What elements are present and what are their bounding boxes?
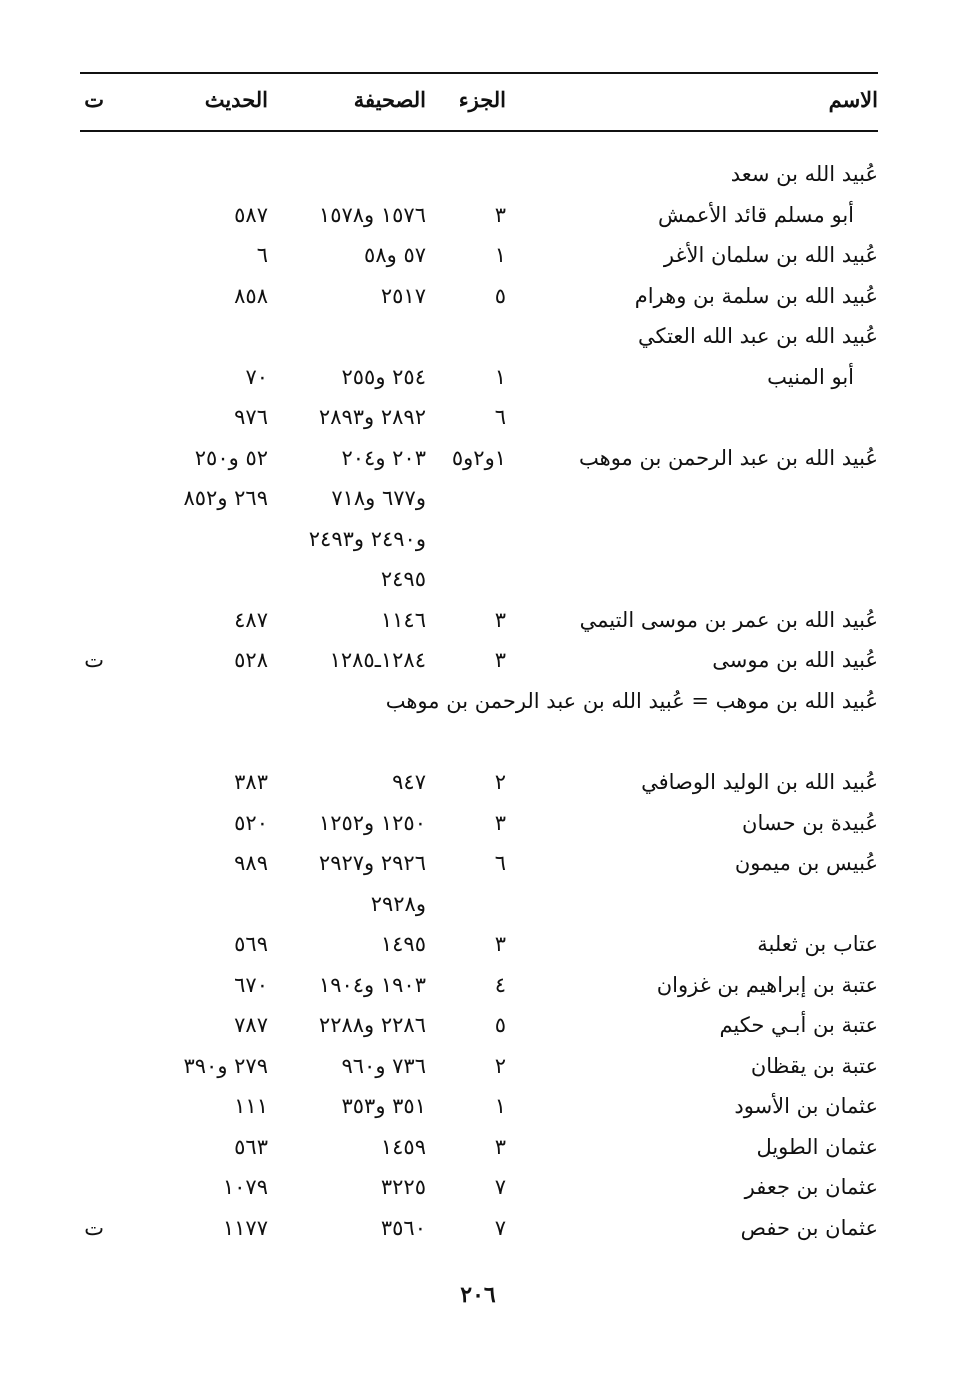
table-row — [0, 1208, 956, 1248]
entry-volume: ١ — [494, 364, 506, 389]
entry-volume: ٦ — [494, 405, 506, 429]
entry-t-mark: ت — [84, 648, 104, 672]
table-row — [0, 884, 956, 924]
entry-page: ١١٤٦ — [380, 607, 426, 632]
entry-name: عُبيد الله بن عبد الله العتكي — [637, 324, 878, 348]
entry-name: أبو المنيب — [767, 364, 854, 389]
entry-name: أبو مسلم قائد الأعمش — [657, 202, 854, 227]
entry-volume: ٧ — [494, 1175, 506, 1199]
table-row — [0, 235, 956, 275]
entry-hadith: ٥٨٧ — [234, 202, 268, 227]
table-row — [0, 154, 956, 194]
entry-page: ٣٥٦٠ — [380, 1215, 426, 1240]
entry-name: عُبيدة بن حسان — [742, 810, 878, 835]
entry-hadith: ٦٧٠ — [234, 972, 268, 997]
entry-page: ٢٢٨٦ و٢٢٨٨ — [318, 1013, 426, 1037]
entry-page: ١٥٧٦ و١٥٧٨ — [318, 202, 426, 227]
table-row — [0, 316, 956, 356]
table-row — [0, 397, 956, 437]
entry-name: عتاب بن ثعلبة — [757, 932, 878, 956]
table-row — [0, 478, 956, 518]
entry-hadith: ٥٢٨ — [234, 648, 268, 672]
header-name: الاسم — [828, 87, 878, 112]
top-rule — [80, 72, 878, 74]
entry-name: عُبيد الله بن عبد الرحمن بن موهب — [579, 445, 878, 470]
entry-page: ٣٢٢٥ — [380, 1175, 426, 1199]
entry-page: ٢٠٣ و٢٠٤ — [341, 445, 426, 470]
entry-volume: ٢ — [494, 1053, 506, 1078]
table-row — [0, 1127, 956, 1167]
table-header — [0, 80, 956, 124]
entry-hadith: ٥٦٣ — [234, 1134, 268, 1159]
entry-name: عثمان بن الأسود — [734, 1094, 878, 1118]
entry-page: ٢٩٢٦ و٢٩٢٧ — [318, 851, 426, 875]
entry-page: ٧٣٦ و٩٦٠ — [341, 1053, 426, 1078]
entry-hadith: ٩٨٩ — [234, 851, 268, 875]
table-row — [0, 519, 956, 559]
entry-hadith: ٢٦٩ و٨٥٢ — [183, 486, 268, 510]
header-hadith: الحديث — [204, 87, 268, 112]
entry-volume: ٥ — [494, 1013, 506, 1037]
table-row — [0, 803, 956, 843]
header-t: ت — [84, 87, 104, 112]
entry-page: ١٤٩٥ — [380, 932, 426, 956]
entry-volume: ٣ — [494, 607, 506, 632]
entry-page: و٦٧٧ و٧١٨ — [331, 486, 426, 510]
entry-hadith: ٦ — [256, 243, 268, 267]
entry-name: عُبيد الله بن سلمة بن وهرام — [634, 283, 878, 308]
entry-hadith: ٣٨٣ — [234, 770, 268, 794]
entry-name: عتبة بن يقظان — [750, 1053, 878, 1078]
table-row — [0, 276, 956, 316]
entry-hadith: ٩٧٦ — [234, 405, 268, 429]
entry-hadith: ٥٢٠ — [234, 810, 268, 835]
entry-volume: ٣ — [494, 1134, 506, 1159]
entry-hadith: ٧٠ — [245, 364, 268, 389]
entry-volume: ٣ — [494, 932, 506, 956]
entry-page: ٢٥١٧ — [380, 283, 426, 308]
entry-name: عُبيد الله بن عمر بن موسى التيمي — [579, 607, 878, 632]
entry-volume: ٣ — [494, 648, 506, 672]
cross-reference-note: عُبيد الله بن موهب = عُبيد الله بن عبد الرحمن بن موهب — [385, 688, 878, 713]
entry-page: و٢٤٩٠ و٢٤٩٣ — [308, 526, 426, 551]
entry-hadith: ١٠٧٩ — [222, 1175, 268, 1199]
entry-volume: ١ — [494, 243, 506, 267]
table-row — [0, 600, 956, 640]
entry-name: عثمان بن حفص — [740, 1215, 878, 1240]
entry-volume: ٤ — [494, 972, 506, 997]
entry-volume: ٥ — [494, 283, 506, 308]
entry-volume: ٣ — [494, 810, 506, 835]
table-row — [0, 195, 956, 235]
entry-volume: ٣ — [494, 202, 506, 227]
entry-name: عُبيد الله بن سعد — [730, 162, 878, 186]
entry-name: عثمان بن جعفر — [744, 1175, 878, 1199]
entry-hadith: ٧٨٧ — [234, 1013, 268, 1037]
entry-volume: ١و٢و٥ — [451, 445, 506, 470]
table-row — [0, 1086, 956, 1126]
entry-hadith: ٢٧٩ و٣٩٠ — [183, 1053, 268, 1078]
entry-name: عُبيد الله بن موسى — [712, 648, 878, 672]
entry-page: ١٤٥٩ — [380, 1134, 426, 1159]
header-page: الصحيفة — [353, 87, 426, 112]
entry-name: عُبيد الله بن سلمان الأغر — [663, 243, 878, 267]
entry-hadith: ٥٢ و٢٥٠ — [194, 445, 268, 470]
entry-volume: ١ — [494, 1094, 506, 1118]
entry-name: عثمان الطويل — [756, 1134, 878, 1159]
table-row — [0, 1005, 956, 1045]
entry-page: ٢٤٩٥ — [380, 567, 426, 591]
table-row — [0, 1046, 956, 1086]
table-row — [0, 965, 956, 1005]
entry-hadith: ١١١ — [234, 1094, 268, 1118]
entry-name: عُبيد الله بن الوليد الوصافي — [641, 770, 878, 794]
entry-page: و٢٩٢٨ — [370, 891, 426, 916]
entry-name: عُبيس بن ميمون — [734, 851, 878, 875]
entry-page: ٢٥٤ و٢٥٥ — [341, 364, 426, 389]
table-row — [0, 559, 956, 599]
entry-hadith: ٨٥٨ — [234, 283, 268, 308]
entry-page: ٣٥١ و٣٥٣ — [341, 1094, 426, 1118]
table-row — [0, 438, 956, 478]
page-number: ٢٠٦ — [460, 1282, 496, 1308]
table-row — [0, 924, 956, 964]
entry-name: عتبة بن أبـي حكيم — [719, 1013, 878, 1037]
entry-hadith: ٥٦٩ — [234, 932, 268, 956]
entry-t-mark: ت — [84, 1215, 104, 1240]
table-row — [0, 640, 956, 680]
entry-page: ١٢٥٠ و١٢٥٢ — [318, 810, 426, 835]
entry-volume: ٢ — [494, 770, 506, 794]
table-row — [0, 1167, 956, 1207]
entry-page: ١٩٠٣ و١٩٠٤ — [318, 972, 426, 997]
table-row — [0, 843, 956, 883]
entry-page: ٩٤٧ — [392, 770, 426, 794]
entry-hadith: ١١٧٧ — [222, 1215, 268, 1240]
entry-volume: ٧ — [494, 1215, 506, 1240]
entry-name: عتبة بن إبراهيم بن غزوان — [656, 972, 878, 997]
entry-page: ٢٨٩٢ و٢٨٩٣ — [318, 405, 426, 429]
table-row — [0, 762, 956, 802]
entry-volume: ٦ — [494, 851, 506, 875]
entry-hadith: ٤٨٧ — [234, 607, 268, 632]
header-volume: الجزء — [458, 87, 506, 112]
entry-page: ١٢٨٤ـ١٢٨٥ — [329, 648, 426, 672]
table-row — [0, 357, 956, 397]
header-rule — [80, 130, 878, 132]
entry-page: ٥٧ و٥٨ — [364, 243, 426, 267]
